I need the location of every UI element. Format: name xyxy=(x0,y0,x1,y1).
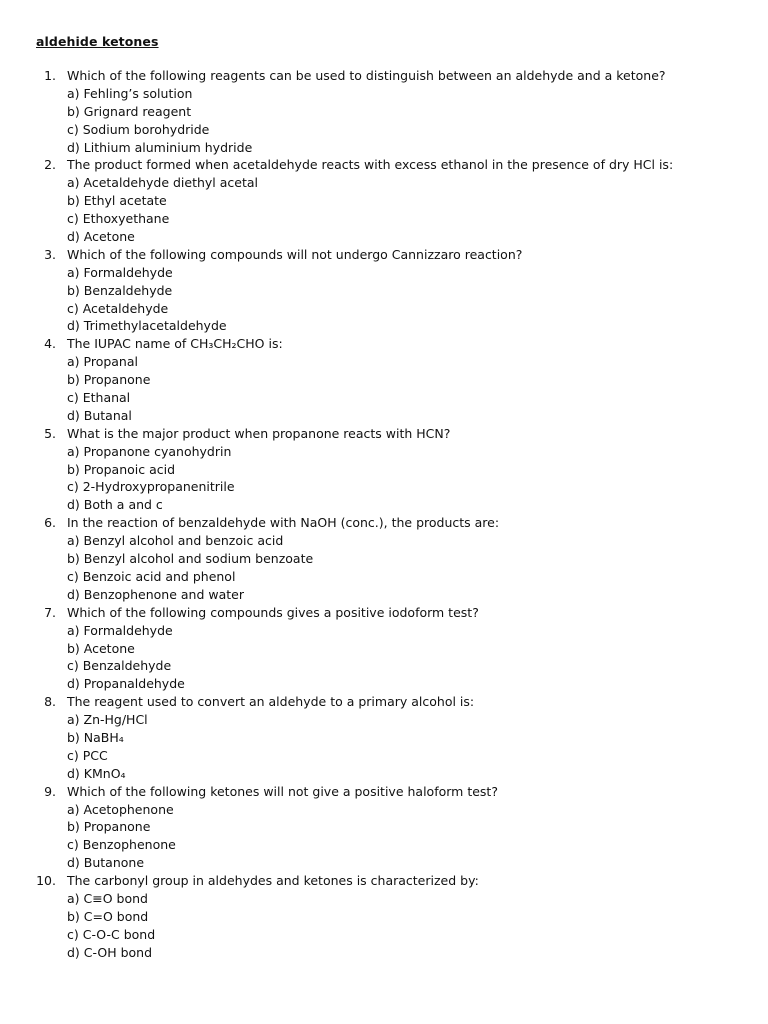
answer-option: a) Formaldehyde xyxy=(67,622,173,638)
answer-option: a) Propanal xyxy=(67,354,138,370)
answer-option: b) NaBH₄ xyxy=(67,729,124,745)
question-text: Which of the following ketones will not give a positive haloform test? xyxy=(67,783,498,799)
question-number: 3. xyxy=(44,246,56,262)
question-line xyxy=(0,604,768,622)
question-text: Which of the following compounds gives a positive iodoform test? xyxy=(67,604,479,620)
question-number: 10. xyxy=(36,873,56,889)
question-text: The product formed when acetaldehyde reacts with excess ethanol in the presence of dry HCl is: xyxy=(67,157,674,173)
question-item xyxy=(0,514,768,603)
answer-option: c) Benzoic acid and phenol xyxy=(67,568,236,584)
question-item xyxy=(0,604,768,693)
answer-option: a) Acetophenone xyxy=(67,801,174,817)
question-item xyxy=(0,335,768,424)
question-text: The carbonyl group in aldehydes and ketones is characterized by: xyxy=(67,873,479,889)
question-number: 9. xyxy=(44,783,56,799)
answer-option: b) Ethyl acetate xyxy=(67,193,167,209)
answer-option: c) Benzaldehyde xyxy=(67,658,172,674)
question-text: The reagent used to convert an aldehyde to a primary alcohol is: xyxy=(67,694,475,710)
question-line xyxy=(0,67,768,85)
question-list xyxy=(0,67,768,962)
answer-option: d) Both a and c xyxy=(67,497,163,513)
document-title: aldehide ketones xyxy=(36,34,159,49)
question-item xyxy=(0,425,768,514)
question-line xyxy=(0,425,768,443)
answer-option: b) C=O bond xyxy=(67,908,149,924)
question-number: 1. xyxy=(44,68,56,83)
question-line xyxy=(0,156,768,174)
answer-option: d) C-OH bond xyxy=(67,944,153,960)
question-line xyxy=(0,783,768,801)
answer-option: b) Grignard reagent xyxy=(67,103,192,119)
answer-option: c) C-O-C bond xyxy=(67,926,156,942)
question-line xyxy=(0,335,768,353)
answer-option: d) Butanone xyxy=(67,855,145,871)
question-text: In the reaction of benzaldehyde with NaOH (conc.), the products are: xyxy=(67,515,500,531)
answer-option: b) Benzyl alcohol and sodium benzoate xyxy=(67,551,314,567)
question-item xyxy=(0,156,768,245)
answer-option: c) Acetaldehyde xyxy=(67,300,169,316)
question-item xyxy=(0,783,768,872)
answer-option: c) Ethanal xyxy=(67,390,131,406)
answer-option: b) Acetone xyxy=(67,640,135,656)
answer-option: a) Fehling’s solution xyxy=(67,85,193,101)
answer-option: b) Benzaldehyde xyxy=(67,282,173,298)
answer-option: d) Trimethylacetaldehyde xyxy=(67,318,227,334)
question-number: 5. xyxy=(44,425,56,441)
answer-option: a) Zn-Hg/HCl xyxy=(67,712,148,728)
answer-option: d) Butanal xyxy=(67,407,132,423)
question-line xyxy=(0,246,768,264)
question-line xyxy=(0,514,768,532)
answer-option: a) Formaldehyde xyxy=(67,264,173,280)
answer-option: c) PCC xyxy=(67,747,108,763)
answer-option: d) Propanaldehyde xyxy=(67,676,185,692)
answer-option: a) Propanone cyanohydrin xyxy=(67,443,232,459)
answer-option: d) Benzophenone and water xyxy=(67,586,244,602)
question-number: 6. xyxy=(44,515,56,531)
answer-option: d) Acetone xyxy=(67,229,135,245)
answer-option: c) 2-Hydroxypropanenitrile xyxy=(67,479,235,495)
question-text: The IUPAC name of CH₃CH₂CHO is: xyxy=(67,336,283,352)
answer-option: b) Propanone xyxy=(67,819,151,835)
question-text: Which of the following compounds will not undergo Cannizzaro reaction? xyxy=(67,246,523,262)
question-number: 7. xyxy=(44,604,56,620)
question-number: 8. xyxy=(44,694,56,710)
question-text: Which of the following reagents can be used to distinguish between an aldehyde and a ketone? xyxy=(67,68,666,83)
answer-option: c) Sodium borohydride xyxy=(67,121,210,137)
question-item xyxy=(0,693,768,782)
answer-option: b) Propanoic acid xyxy=(67,461,176,477)
answer-option: d) KMnO₄ xyxy=(67,765,126,781)
answer-option: a) C≡O bond xyxy=(67,890,148,906)
answer-option: c) Benzophenone xyxy=(67,837,176,853)
question-line xyxy=(0,693,768,711)
answer-option: d) Lithium aluminium hydride xyxy=(67,139,253,155)
answer-option: a) Benzyl alcohol and benzoic acid xyxy=(67,533,284,549)
answer-option: a) Acetaldehyde diethyl acetal xyxy=(67,175,259,191)
answer-option: b) Propanone xyxy=(67,372,151,388)
question-line xyxy=(0,872,768,890)
question-item xyxy=(0,67,768,156)
question-number: 2. xyxy=(44,157,56,173)
question-number: 4. xyxy=(44,336,56,352)
question-text: What is the major product when propanone reacts with HCN? xyxy=(67,425,451,441)
answer-option: c) Ethoxyethane xyxy=(67,211,170,227)
question-item xyxy=(0,872,768,961)
question-item xyxy=(0,246,768,335)
